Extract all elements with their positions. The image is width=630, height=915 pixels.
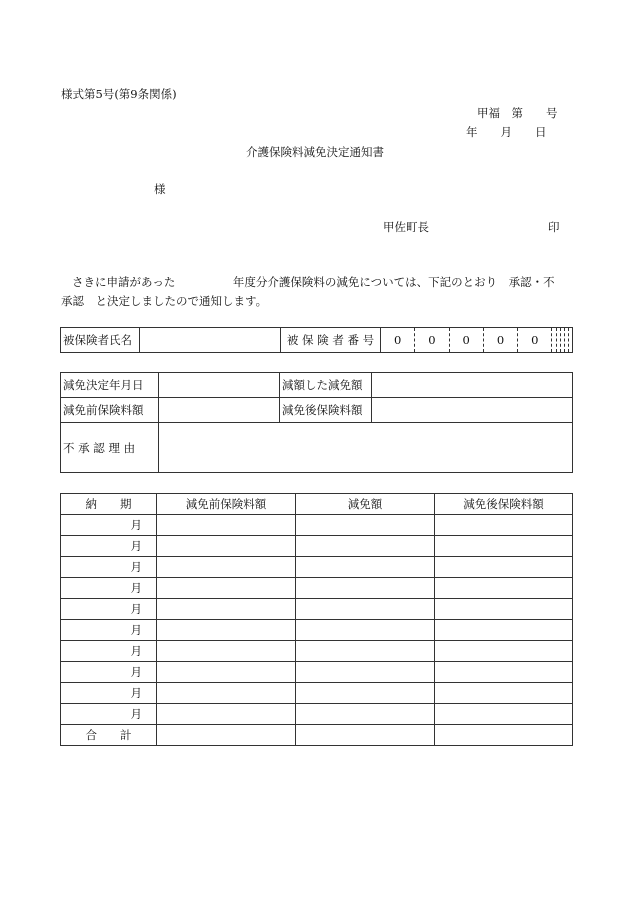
table-row [61, 578, 573, 599]
amount-cell[interactable] [296, 578, 435, 599]
amount-cell[interactable] [296, 662, 435, 683]
insured-info-table [60, 327, 573, 353]
payment-month-cell[interactable]: 月 [61, 557, 157, 578]
amount-cell[interactable] [435, 536, 573, 557]
table-row [61, 620, 573, 641]
payment-month-cell[interactable]: 月 [61, 662, 157, 683]
table-row [61, 641, 573, 662]
premium-before-label: 減免前保険料額 [61, 398, 159, 423]
total-row [61, 725, 573, 746]
reduced-amount-label: 減額した減免額 [280, 373, 372, 398]
table-row [61, 683, 573, 704]
amount-cell[interactable] [296, 704, 435, 725]
insured-number-digit[interactable]: 0 [449, 328, 483, 353]
issuer-name: 甲佐町長 [383, 220, 429, 234]
notice-text-line2: 承認 と決定しましたので通知します。 [61, 294, 268, 308]
total-label: 合 計 [61, 725, 157, 746]
form-number: 様式第5号(第9条関係) [61, 87, 177, 101]
premium-before-field[interactable] [159, 398, 280, 423]
amount-cell[interactable] [296, 515, 435, 536]
amount-cell[interactable] [157, 578, 296, 599]
amount-cell[interactable] [296, 683, 435, 704]
column-header: 減免額 [296, 494, 435, 515]
document-number: 甲福 第 号 [477, 106, 558, 120]
amount-cell[interactable] [296, 599, 435, 620]
amount-cell[interactable] [435, 662, 573, 683]
insured-number-label: 被 保 険 者 番 号 [281, 328, 381, 353]
reduced-amount-field[interactable] [372, 373, 573, 398]
amount-cell[interactable] [435, 515, 573, 536]
amount-cell[interactable] [435, 620, 573, 641]
column-header: 減免前保険料額 [157, 494, 296, 515]
payment-month-cell[interactable]: 月 [61, 683, 157, 704]
table-row [61, 557, 573, 578]
decision-date-field[interactable] [159, 373, 280, 398]
document-date: 年 月 日 [466, 125, 547, 139]
page-title: 介護保険料減免決定通知書 [246, 145, 384, 159]
total-amount-cell[interactable] [157, 725, 296, 746]
insured-name-field[interactable] [140, 328, 281, 353]
insured-number-digit[interactable]: 0 [483, 328, 517, 353]
payment-month-cell[interactable]: 月 [61, 578, 157, 599]
premium-after-label: 減免後保険料額 [280, 398, 372, 423]
total-amount-cell[interactable] [435, 725, 573, 746]
amount-cell[interactable] [157, 599, 296, 620]
payment-month-cell[interactable]: 月 [61, 641, 157, 662]
table-row [61, 599, 573, 620]
payment-month-cell[interactable]: 月 [61, 620, 157, 641]
amount-cell[interactable] [435, 599, 573, 620]
amount-cell[interactable] [157, 683, 296, 704]
premium-after-field[interactable] [372, 398, 573, 423]
insured-number-digit[interactable]: 0 [381, 328, 415, 353]
amount-cell[interactable] [435, 704, 573, 725]
amount-cell[interactable] [435, 578, 573, 599]
decision-table [60, 372, 573, 473]
insured-number-digit[interactable]: 0 [518, 328, 552, 353]
column-header: 減免後保険料額 [435, 494, 573, 515]
decision-date-label: 減免決定年月日 [61, 373, 159, 398]
amount-cell[interactable] [157, 557, 296, 578]
amount-cell[interactable] [157, 536, 296, 557]
amount-cell[interactable] [157, 641, 296, 662]
amount-cell[interactable] [157, 662, 296, 683]
amount-cell[interactable] [435, 641, 573, 662]
insured-number-digit[interactable]: 0 [415, 328, 449, 353]
amount-cell[interactable] [435, 683, 573, 704]
amount-cell[interactable] [157, 704, 296, 725]
notice-text-line1: さきに申請があった 年度分介護保険料の減免については、下記のとおり 承認・不 [72, 275, 555, 289]
amount-cell[interactable] [296, 641, 435, 662]
table-row [61, 515, 573, 536]
amount-cell[interactable] [296, 557, 435, 578]
payment-month-cell[interactable]: 月 [61, 515, 157, 536]
rejection-reason-label: 不 承 認 理 由 [61, 423, 159, 473]
rejection-reason-field[interactable] [159, 423, 573, 473]
amount-cell[interactable] [157, 620, 296, 641]
payment-month-cell[interactable]: 月 [61, 599, 157, 620]
table-row [61, 704, 573, 725]
amount-cell[interactable] [157, 515, 296, 536]
seal-mark: 印 [548, 220, 560, 234]
insured-name-label: 被保険者氏名 [61, 328, 140, 353]
payment-month-cell[interactable]: 月 [61, 704, 157, 725]
amount-cell[interactable] [435, 557, 573, 578]
payment-schedule-table [60, 493, 573, 746]
total-amount-cell[interactable] [296, 725, 435, 746]
amount-cell[interactable] [296, 536, 435, 557]
amount-cell[interactable] [296, 620, 435, 641]
table-row [61, 662, 573, 683]
column-header: 納 期 [61, 494, 157, 515]
table-row [61, 536, 573, 557]
insured-number-digit[interactable] [568, 328, 572, 353]
addressee-suffix: 様 [154, 182, 166, 196]
payment-month-cell[interactable]: 月 [61, 536, 157, 557]
